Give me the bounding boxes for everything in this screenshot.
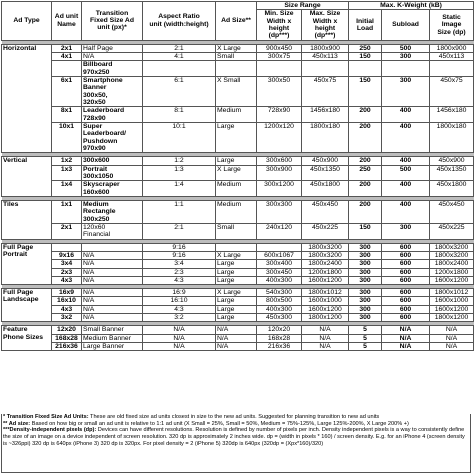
cell-ad-unit-name: 3x4: [52, 260, 82, 268]
footnote-transition-label: * Transition Fixed Size Ad Units:: [3, 414, 89, 420]
cell-ad-size: X Large: [216, 251, 257, 259]
cell-initial-load: 300: [349, 251, 382, 259]
header-subload: Subload: [382, 10, 430, 40]
cell-static-image: 450x1800: [430, 181, 474, 197]
cell-subload: 400: [382, 200, 430, 223]
cell-aspect-ratio: 4:1: [143, 52, 216, 60]
cell-ad-unit-name: 168x28: [52, 334, 82, 342]
cell-initial-load: 150: [349, 223, 382, 239]
table-row: [2, 305, 474, 313]
cell-ad-size: Large: [216, 122, 257, 152]
header-static-image: Static Image Size (dp): [430, 10, 474, 40]
cell-ad-size: N/A: [216, 326, 257, 334]
cell-subload: [382, 61, 430, 77]
cell-aspect-ratio: 2:3: [143, 268, 216, 276]
cell-static-image: N/A: [430, 334, 474, 342]
table-row: [2, 181, 474, 197]
header-min-size: Min. Size Width x height (dp***): [257, 10, 302, 40]
cell-static-image: 1600x1000: [430, 297, 474, 305]
footnote-ad-size-label: ** Ad size:: [3, 420, 31, 427]
cell-aspect-ratio: 4:3: [143, 276, 216, 284]
cell-ad-unit-name: 1x2: [52, 157, 82, 165]
cell-min-size: 240x120: [257, 223, 302, 239]
table-row: [2, 314, 474, 322]
cell-min-size: 300x400: [257, 260, 302, 268]
cell-min-size: 300x1200: [257, 181, 302, 197]
cell-min-size: 450x300: [257, 314, 302, 322]
header-max-kweight: Max. K-Weight (kB): [349, 2, 474, 10]
cell-transition-size: Billboard 970x250: [82, 61, 143, 77]
cell-ad-unit-name: 6x1: [52, 76, 82, 106]
cell-subload: 400: [382, 157, 430, 165]
table-row: [2, 76, 474, 106]
cell-transition-size: 120x60 Financial: [82, 223, 143, 239]
cell-ad-size: Large: [216, 305, 257, 313]
cell-ad-unit-name: 1x1: [52, 200, 82, 223]
cell-ad-size: Medium: [216, 181, 257, 197]
cell-min-size: 1200x120: [257, 122, 302, 152]
cell-static-image: 450x225: [430, 223, 474, 239]
cell-min-size: 300x50: [257, 76, 302, 106]
footnote-dp: [3, 427, 469, 447]
cell-transition-size: Smartphone Banner 300x50, 320x50: [82, 76, 143, 106]
cell-max-size: 1456x180: [302, 107, 349, 123]
cell-ad-size: X Large: [216, 44, 257, 52]
cell-subload: 500: [382, 44, 430, 52]
cell-static-image: 450x900: [430, 157, 474, 165]
cell-initial-load: [349, 61, 382, 77]
cell-max-size: [302, 61, 349, 77]
cell-ad-unit-name: 4x3: [52, 276, 82, 284]
cell-aspect-ratio: 9:16: [143, 251, 216, 259]
cell-ad-size: X Large: [216, 165, 257, 181]
cell-min-size: [257, 61, 302, 77]
cell-max-size: 450x1800: [302, 181, 349, 197]
cell-transition-size: N/A: [82, 268, 143, 276]
cell-initial-load: 150: [349, 76, 382, 106]
cell-transition-size: Portrait 300x1050: [82, 165, 143, 181]
cell-max-size: 450x450: [302, 200, 349, 223]
cell-initial-load: 300: [349, 289, 382, 297]
cell-initial-load: 250: [349, 44, 382, 52]
cell-min-size: 216x36: [257, 343, 302, 351]
cell-ad-size: [216, 243, 257, 251]
footnote-dp-label: ***Density-independent pixels (dp):: [3, 427, 97, 434]
cell-transition-size: Leaderboard 728x90: [82, 107, 143, 123]
cell-max-size: N/A: [302, 326, 349, 334]
cell-transition-size: Super Leaderboard/ Pushdown 970x90: [82, 122, 143, 152]
cell-min-size: 600x1067: [257, 251, 302, 259]
header-ad-size: Ad Size**: [216, 2, 257, 41]
table-row: [2, 268, 474, 276]
cell-ad-size: N/A: [216, 343, 257, 351]
cell-transition-size: Half Page: [82, 44, 143, 52]
cell-subload: 300: [382, 52, 430, 60]
cell-max-size: N/A: [302, 334, 349, 342]
cell-ad-size: [216, 61, 257, 77]
header-transition: Transition Fixed Size Ad unit (px)*: [82, 2, 143, 41]
cell-aspect-ratio: 1:3: [143, 165, 216, 181]
cell-transition-size: Skyscraper 160x600: [82, 181, 143, 197]
footnote-transition: [3, 414, 469, 421]
cell-aspect-ratio: [143, 61, 216, 77]
cell-transition-size: 300x600: [82, 157, 143, 165]
cell-aspect-ratio: N/A: [143, 326, 216, 334]
cell-initial-load: 200: [349, 157, 382, 165]
cell-aspect-ratio: 1:1: [143, 200, 216, 223]
table-row: [2, 289, 474, 297]
cell-aspect-ratio: 3:2: [143, 314, 216, 322]
cell-ad-unit-name: 16x9: [52, 289, 82, 297]
header-ad-type: Ad Type: [2, 2, 52, 41]
cell-ad-unit-name: 4x1: [52, 52, 82, 60]
table-row: [2, 343, 474, 351]
table-row: [2, 243, 474, 251]
cell-max-size: 1800x1012: [302, 289, 349, 297]
cell-static-image: 1800x1200: [430, 314, 474, 322]
cell-ad-unit-name: 2x1: [52, 44, 82, 52]
cell-subload: 600: [382, 268, 430, 276]
cell-subload: 600: [382, 305, 430, 313]
header-ad-unit-name: Ad unit Name: [52, 2, 82, 41]
table-row: [2, 157, 474, 165]
cell-max-size: 1800x2400: [302, 260, 349, 268]
cell-subload: 600: [382, 297, 430, 305]
footnote-ad-size: [3, 421, 469, 428]
cell-subload: N/A: [382, 343, 430, 351]
cell-ad-unit-name: 216x36: [52, 343, 82, 351]
cell-initial-load: 300: [349, 268, 382, 276]
cell-min-size: 120x20: [257, 326, 302, 334]
cell-initial-load: 200: [349, 107, 382, 123]
cell-ad-unit-name: [52, 61, 82, 77]
cell-aspect-ratio: N/A: [143, 334, 216, 342]
cell-ad-size: X Small: [216, 76, 257, 106]
cell-initial-load: 250: [349, 165, 382, 181]
cell-subload: 600: [382, 276, 430, 284]
cell-aspect-ratio: 2:1: [143, 223, 216, 239]
cell-aspect-ratio: 16:9: [143, 289, 216, 297]
cell-min-size: 300x300: [257, 200, 302, 223]
cell-ad-size: Large: [216, 260, 257, 268]
table-row: [2, 61, 474, 77]
cell-ad-type: Vertical: [2, 157, 52, 197]
cell-subload: 300: [382, 76, 430, 106]
cell-ad-size: Medium: [216, 107, 257, 123]
cell-max-size: 1600x1200: [302, 305, 349, 313]
cell-initial-load: 300: [349, 305, 382, 313]
footnotes: [1, 414, 471, 473]
cell-aspect-ratio: 4:3: [143, 305, 216, 313]
cell-max-size: 450x1350: [302, 165, 349, 181]
header-size-range: Size Range: [257, 2, 349, 10]
cell-subload: 400: [382, 122, 430, 152]
footnote-transition-text: These are old fixed size ad units closest in size to the new ad units. Suggested for planning transition to new ad units: [88, 414, 380, 420]
cell-min-size: 900x450: [257, 44, 302, 52]
table-row: [2, 122, 474, 152]
cell-initial-load: 300: [349, 297, 382, 305]
cell-ad-size: Medium: [216, 200, 257, 223]
cell-static-image: N/A: [430, 343, 474, 351]
cell-aspect-ratio: 3:4: [143, 260, 216, 268]
cell-ad-size: Small: [216, 223, 257, 239]
cell-ad-size: Large: [216, 268, 257, 276]
cell-static-image: 1600x1200: [430, 276, 474, 284]
cell-static-image: 1800x2400: [430, 260, 474, 268]
cell-max-size: 450x900: [302, 157, 349, 165]
cell-ad-unit-name: 1x3: [52, 165, 82, 181]
table-row: [2, 260, 474, 268]
cell-initial-load: 200: [349, 200, 382, 223]
cell-ad-size: Large: [216, 276, 257, 284]
cell-min-size: 300x450: [257, 268, 302, 276]
cell-static-image: 1800x1012: [430, 289, 474, 297]
footnote-ad-size-text: Based on how big or small an ad unit is relative to 1:1 ad unit (X Small = 25%, Small = 50%, Medium = 75%-125%, Large 125%-200%, X Large 200% +): [30, 420, 409, 427]
cell-min-size: 300x75: [257, 52, 302, 60]
cell-subload: 400: [382, 107, 430, 123]
cell-aspect-ratio: 2:1: [143, 44, 216, 52]
cell-ad-type: Feature Phone Sizes: [2, 326, 52, 351]
cell-min-size: 300x900: [257, 165, 302, 181]
cell-static-image: 1456x180: [430, 107, 474, 123]
cell-subload: N/A: [382, 326, 430, 334]
cell-aspect-ratio: 8:1: [143, 107, 216, 123]
cell-min-size: 300x600: [257, 157, 302, 165]
cell-static-image: 1600x1200: [430, 305, 474, 313]
cell-aspect-ratio: 1:4: [143, 181, 216, 197]
cell-initial-load: 300: [349, 243, 382, 251]
cell-subload: 600: [382, 260, 430, 268]
cell-ad-size: X Large: [216, 289, 257, 297]
ad-spec-table: [1, 1, 474, 351]
cell-ad-size: Large: [216, 314, 257, 322]
table-row: [2, 276, 474, 284]
cell-ad-unit-name: 1x4: [52, 181, 82, 197]
cell-initial-load: 5: [349, 326, 382, 334]
cell-transition-size: N/A: [82, 314, 143, 322]
cell-static-image: [430, 61, 474, 77]
cell-ad-type: Tiles: [2, 200, 52, 239]
cell-ad-unit-name: 16x10: [52, 297, 82, 305]
cell-ad-type: Full Page Portrait: [2, 243, 52, 285]
cell-subload: 300: [382, 223, 430, 239]
cell-min-size: 168x28: [257, 334, 302, 342]
cell-initial-load: 300: [349, 260, 382, 268]
cell-max-size: 1800x900: [302, 44, 349, 52]
cell-ad-type: Horizontal: [2, 44, 52, 153]
cell-ad-unit-name: 4x3: [52, 305, 82, 313]
cell-aspect-ratio: N/A: [143, 343, 216, 351]
cell-subload: 600: [382, 314, 430, 322]
cell-ad-unit-name: 2x1: [52, 223, 82, 239]
cell-max-size: 1800x180: [302, 122, 349, 152]
footnote-dp-text: Devices can have different resolutions. Resolution is defined by number of pixels per inch. Density independent pixels is a way to consistently define the size of an image on a device independent of screen resolution. 320 dp is approximately 2 inches wide. dp = (width in pixels * 160) / screen density. E.g. for an iPhone 4 (screen density is ~326ppi) 320 dp is 640px (iPhone 3) 320 dp is 320px. For pixel density = 2 (iPhone 5) 320dp is 640px (320dp = (Xpx*160)/320): [3, 427, 465, 447]
cell-transition-size: N/A: [82, 276, 143, 284]
cell-static-image: 450x113: [430, 52, 474, 60]
cell-ad-size: N/A: [216, 334, 257, 342]
cell-ad-unit-name: 3x2: [52, 314, 82, 322]
header-max-size: Max. Size Width x height (dp***): [302, 10, 349, 40]
cell-ad-unit-name: 10x1: [52, 122, 82, 152]
cell-transition-size: Medium Rectangle 300x250: [82, 200, 143, 223]
cell-transition-size: [82, 243, 143, 251]
cell-max-size: 1200x1800: [302, 268, 349, 276]
cell-initial-load: 300: [349, 314, 382, 322]
cell-max-size: 1600x1000: [302, 297, 349, 305]
cell-initial-load: 200: [349, 122, 382, 152]
cell-static-image: N/A: [430, 326, 474, 334]
table-row: [2, 326, 474, 334]
cell-ad-unit-name: 12x20: [52, 326, 82, 334]
cell-min-size: [257, 243, 302, 251]
cell-min-size: 400x300: [257, 276, 302, 284]
table-row: [2, 334, 474, 342]
cell-transition-size: N/A: [82, 251, 143, 259]
cell-ad-unit-name: 9x16: [52, 251, 82, 259]
cell-min-size: 400x300: [257, 305, 302, 313]
cell-min-size: 728x90: [257, 107, 302, 123]
header-aspect-ratio: Aspect Ratio unit (width:height): [143, 2, 216, 41]
cell-transition-size: Small Banner: [82, 326, 143, 334]
cell-aspect-ratio: 10:1: [143, 122, 216, 152]
cell-static-image: 1800x180: [430, 122, 474, 152]
cell-subload: 400: [382, 181, 430, 197]
cell-subload: 600: [382, 243, 430, 251]
cell-subload: 600: [382, 289, 430, 297]
cell-aspect-ratio: 16:10: [143, 297, 216, 305]
cell-ad-size: Large: [216, 297, 257, 305]
table-row: [2, 52, 474, 60]
cell-max-size: 450x113: [302, 52, 349, 60]
cell-subload: N/A: [382, 334, 430, 342]
header-initial-load: Initial Load: [349, 10, 382, 40]
cell-max-size: 1800x3200: [302, 243, 349, 251]
cell-static-image: 1800x900: [430, 44, 474, 52]
cell-initial-load: 200: [349, 181, 382, 197]
table-row: [2, 297, 474, 305]
cell-max-size: N/A: [302, 343, 349, 351]
cell-ad-size: Large: [216, 157, 257, 165]
cell-max-size: 1600x1200: [302, 276, 349, 284]
cell-subload: 500: [382, 165, 430, 181]
cell-aspect-ratio: 1:2: [143, 157, 216, 165]
table-row: [2, 44, 474, 52]
cell-ad-unit-name: [52, 243, 82, 251]
cell-max-size: 450x75: [302, 76, 349, 106]
cell-static-image: 1800x3200: [430, 251, 474, 259]
cell-ad-unit-name: 2x3: [52, 268, 82, 276]
cell-ad-unit-name: 8x1: [52, 107, 82, 123]
cell-transition-size: N/A: [82, 52, 143, 60]
cell-ad-size: Small: [216, 52, 257, 60]
cell-transition-size: Large Banner: [82, 343, 143, 351]
cell-aspect-ratio: 6:1: [143, 76, 216, 106]
cell-transition-size: N/A: [82, 289, 143, 297]
cell-initial-load: 5: [349, 334, 382, 342]
table-body: [2, 40, 474, 351]
header-row-1: [2, 2, 474, 10]
cell-static-image: 450x450: [430, 200, 474, 223]
cell-static-image: 450x1350: [430, 165, 474, 181]
table-row: [2, 223, 474, 239]
cell-subload: 600: [382, 251, 430, 259]
cell-transition-size: N/A: [82, 297, 143, 305]
cell-max-size: 450x225: [302, 223, 349, 239]
cell-initial-load: 300: [349, 276, 382, 284]
cell-ad-type: Full Page Landscape: [2, 289, 52, 322]
cell-transition-size: N/A: [82, 305, 143, 313]
cell-initial-load: 150: [349, 52, 382, 60]
cell-max-size: 1800x1200: [302, 314, 349, 322]
table-row: [2, 107, 474, 123]
cell-max-size: 1800x3200: [302, 251, 349, 259]
cell-static-image: 1800x3200: [430, 243, 474, 251]
cell-static-image: 450x75: [430, 76, 474, 106]
table-row: [2, 165, 474, 181]
cell-min-size: 540x300: [257, 289, 302, 297]
cell-aspect-ratio: 9:16: [143, 243, 216, 251]
cell-static-image: 1200x1800: [430, 268, 474, 276]
cell-transition-size: N/A: [82, 260, 143, 268]
cell-initial-load: 5: [349, 343, 382, 351]
cell-transition-size: Medium Banner: [82, 334, 143, 342]
cell-min-size: 800x500: [257, 297, 302, 305]
table-row: [2, 251, 474, 259]
table-row: [2, 200, 474, 223]
